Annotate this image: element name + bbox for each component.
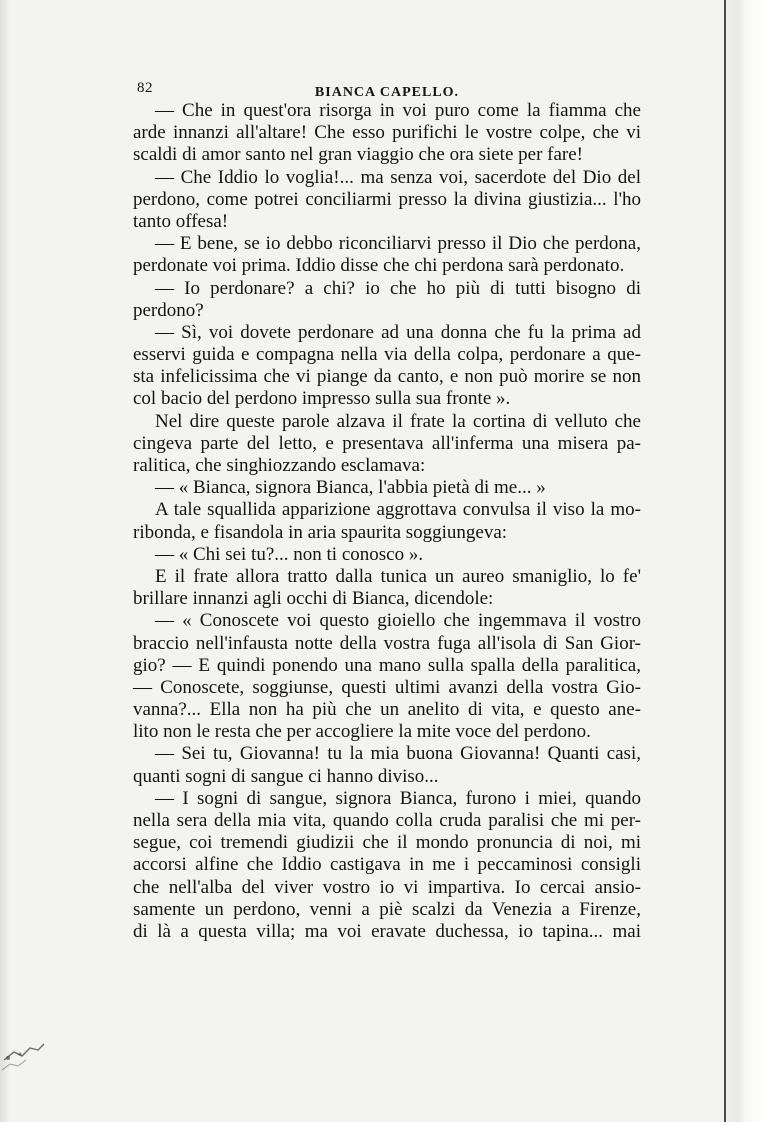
text-line: braccio nell'infausta notte della vostra fuga all'isola di San Gior- [133,632,641,654]
text-line: — « Conoscete voi questo gioiello che ingemmava il vostro [155,610,641,632]
text-line: sta infelicissima che vi piange da canto, e non può morire se non [133,366,641,388]
text-line: samente un perdono, venni a piè scalzi da Venezia a Firenze, [133,898,641,920]
text-line: ribonda, e fisandola in aria spaurita soggiungeva: [133,521,508,543]
text-line: vanna?... Ella non ha più che un anelito di vita, e questo ane- [133,699,641,721]
page-header [133,76,641,100]
text-line: — « Chi sei tu?... non ti conosco ». [155,543,424,565]
text-line: — I sogni di sangue, signora Bianca, furono i miei, quando [155,787,641,809]
text-line: cingeva parte del letto, e presentava all'inferma una misera pa- [133,432,641,454]
text-line: — Io perdonare? a chi? io che ho più di tutti bisogno di [155,277,641,299]
text-line: gio? — E quindi ponendo una mano sulla spalla della paralitica, [133,654,641,676]
text-line: — E bene, se io debbo riconciliarvi presso il Dio che perdona, [155,233,641,255]
ink-smudge [0,1030,48,1080]
text-line: perdono, come potrei conciliarmi presso la divina giustizia... l'ho [133,188,641,210]
text-line: scaldi di amor santo nel gran viaggio che ora siete per fare! [133,144,584,166]
text-line: — « Bianca, signora Bianca, l'abbia pietà di me... » [155,477,546,499]
text-line: col bacio del perdono impresso sulla sua fronte ». [133,388,511,410]
text-line: Nel dire queste parole alzava il frate la cortina di velluto che [155,410,641,432]
text-line: arde innanzi all'altare! Che esso purifichi le vostre colpe, che vi [133,122,641,144]
text-line: lito non le resta che per accogliere la mite voce del perdono. [133,721,591,743]
page-right-edge [720,0,766,1122]
text-line: ralitica, che singhiozzando esclamava: [133,455,426,476]
page-gutter-line [724,0,726,1122]
text-line: tanto offesa! [133,210,229,232]
page-number: 82 [137,80,153,96]
body-text [133,100,641,943]
running-title: BIANCA CAPELLO. [314,85,460,100]
text-line: — Sei tu, Giovanna! tu la mia buona Giovanna! Quanti casi, [155,743,641,765]
text-line: — Che in quest'ora risorga in voi puro come la fiamma che [155,100,641,121]
text-line: A tale squallida apparizione aggrottava convulsa il viso la mo- [155,499,641,521]
text-line: brillare innanzi agli occhi di Bianca, dicendole: [133,588,494,610]
text-line: segue, coi tremendi giudizii che il mondo pronuncia di noi, mi [133,832,641,854]
text-line: nella sera della mia vita, quando colla cruda paralisi che mi per- [133,810,641,831]
text-line: che nell'alba del viver vostro io vi impartiva. Io cercai ansio- [133,876,641,898]
text-line: quanti sogni di sangue ci hanno diviso... [133,765,439,787]
text-line: di là a questa villa; ma voi eravate duchessa, io tapina... mai [133,920,641,942]
text-line: E il frate allora tratto dalla tunica un aureo smaniglio, lo fe' [155,565,641,587]
book-page [133,76,641,943]
text-line: — Conoscete, soggiunse, questi ultimi avanzi della vostra Gio- [133,676,641,698]
text-line: perdonate voi prima. Iddio disse che chi perdona sarà perdonato. [133,255,625,277]
text-line: esservi guida e compagna nella via della colpa, perdonare a que- [133,344,641,366]
page-left-edge [0,0,10,1122]
text-line: — Che Iddio lo voglia!... ma senza voi, sacerdote del Dio del [155,166,641,188]
text-line: accorsi alfine che Iddio castigava in me i peccaminosi consigli [133,854,641,876]
text-line: — Sì, voi dovete perdonare ad una donna che fu la prima ad [155,321,641,343]
text-line: perdono? [133,299,204,321]
